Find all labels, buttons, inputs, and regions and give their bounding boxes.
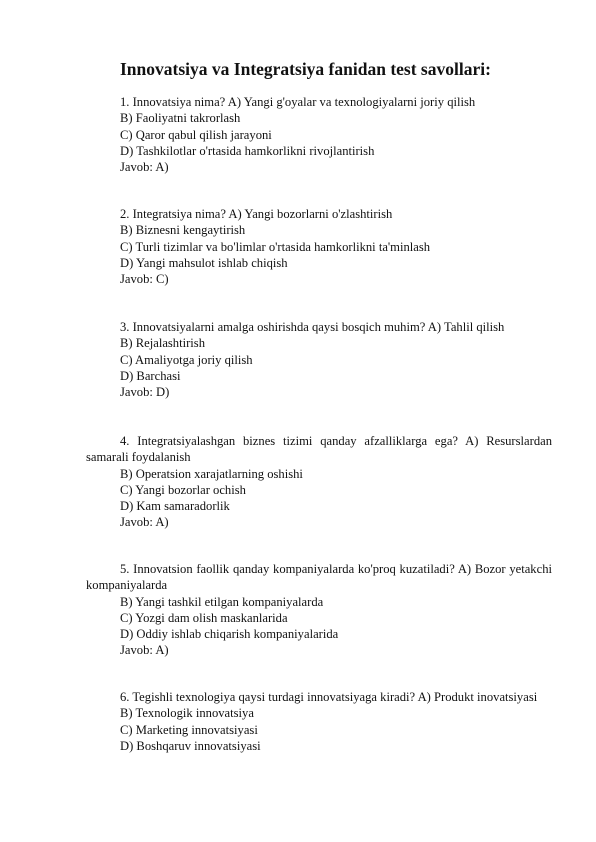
- document-title: Innovatsiya va Integratsiya fanidan test savollari:: [120, 59, 491, 79]
- question-2: [86, 206, 552, 287]
- answer-option: C) Amaliyotga joriy qilish: [120, 352, 253, 367]
- answer-option: D) Kam samaradorlik: [120, 499, 230, 514]
- answer-option: C) Marketing innovatsiyasi: [120, 722, 258, 737]
- answer-option: D) Barchasi: [120, 368, 181, 383]
- question-6: [86, 689, 552, 754]
- question-stem: 4. Integratsiyalashgan biznes tizimi qanday afzalliklarga ega? A) Resurslardan samarali foydalanish: [86, 434, 552, 465]
- question-stem: 5. Innovatsion faollik qanday kompaniyalarda ko'proq kuzatiladi? A) Bozor yetakchi kompaniyalarda: [86, 562, 552, 593]
- answer-option: D) Tashkilotlar o'rtasida hamkorlikni rivojlantirish: [120, 143, 375, 158]
- answer-option: C) Yozgi dam olish maskanlarida: [120, 610, 288, 625]
- question-stem: 1. Innovatsiya nima? A) Yangi g'oyalar va texnologiyalarni joriy qilish: [120, 95, 476, 109]
- question-stem: 2. Integratsiya nima? A) Yangi bozorlarni o'zlashtirish: [120, 207, 393, 221]
- answer-option: C) Turli tizimlar va bo'limlar o'rtasida hamkorlikni ta'minlash: [120, 239, 431, 254]
- answer-option: C) Yangi bozorlar ochish: [120, 482, 246, 497]
- question-1: [86, 94, 552, 175]
- answer-option: B) Biznesni kengaytirish: [120, 223, 246, 238]
- answer-option: B) Texnologik innovatsiya: [120, 706, 254, 721]
- answer-option: D) Oddiy ishlab chiqarish kompaniyalarida: [120, 627, 339, 642]
- question-stem: 6. Tegishli texnologiya qaysi turdagi innovatsiyaga kiradi? A) Produkt inovatsiyasi: [120, 690, 538, 704]
- question-3: [86, 319, 552, 400]
- answer-option: B) Rejalashtirish: [120, 336, 205, 351]
- answer-key: Javob: D): [120, 385, 170, 400]
- answer-key: Javob: A): [120, 515, 169, 530]
- answer-key: Javob: A): [120, 643, 169, 658]
- answer-option: D) Yangi mahsulot ishlab chiqish: [120, 255, 288, 270]
- question-4: [86, 433, 552, 531]
- question-stem: 3. Innovatsiyalarni amalga oshirishda qaysi bosqich muhim? A) Tahlil qilish: [120, 320, 505, 334]
- answer-key: Javob: A): [120, 160, 169, 175]
- answer-option: C) Qaror qabul qilish jarayoni: [120, 127, 272, 142]
- answer-option: D) Boshqaruv innovatsiyasi: [120, 738, 261, 753]
- answer-option: B) Operatsion xarajatlarning oshishi: [120, 466, 303, 481]
- answer-option: B) Yangi tashkil etilgan kompaniyalarda: [120, 594, 324, 609]
- answer-option: B) Faoliyatni takrorlash: [120, 111, 241, 126]
- answer-key: Javob: C): [120, 272, 169, 287]
- question-5: [86, 561, 552, 659]
